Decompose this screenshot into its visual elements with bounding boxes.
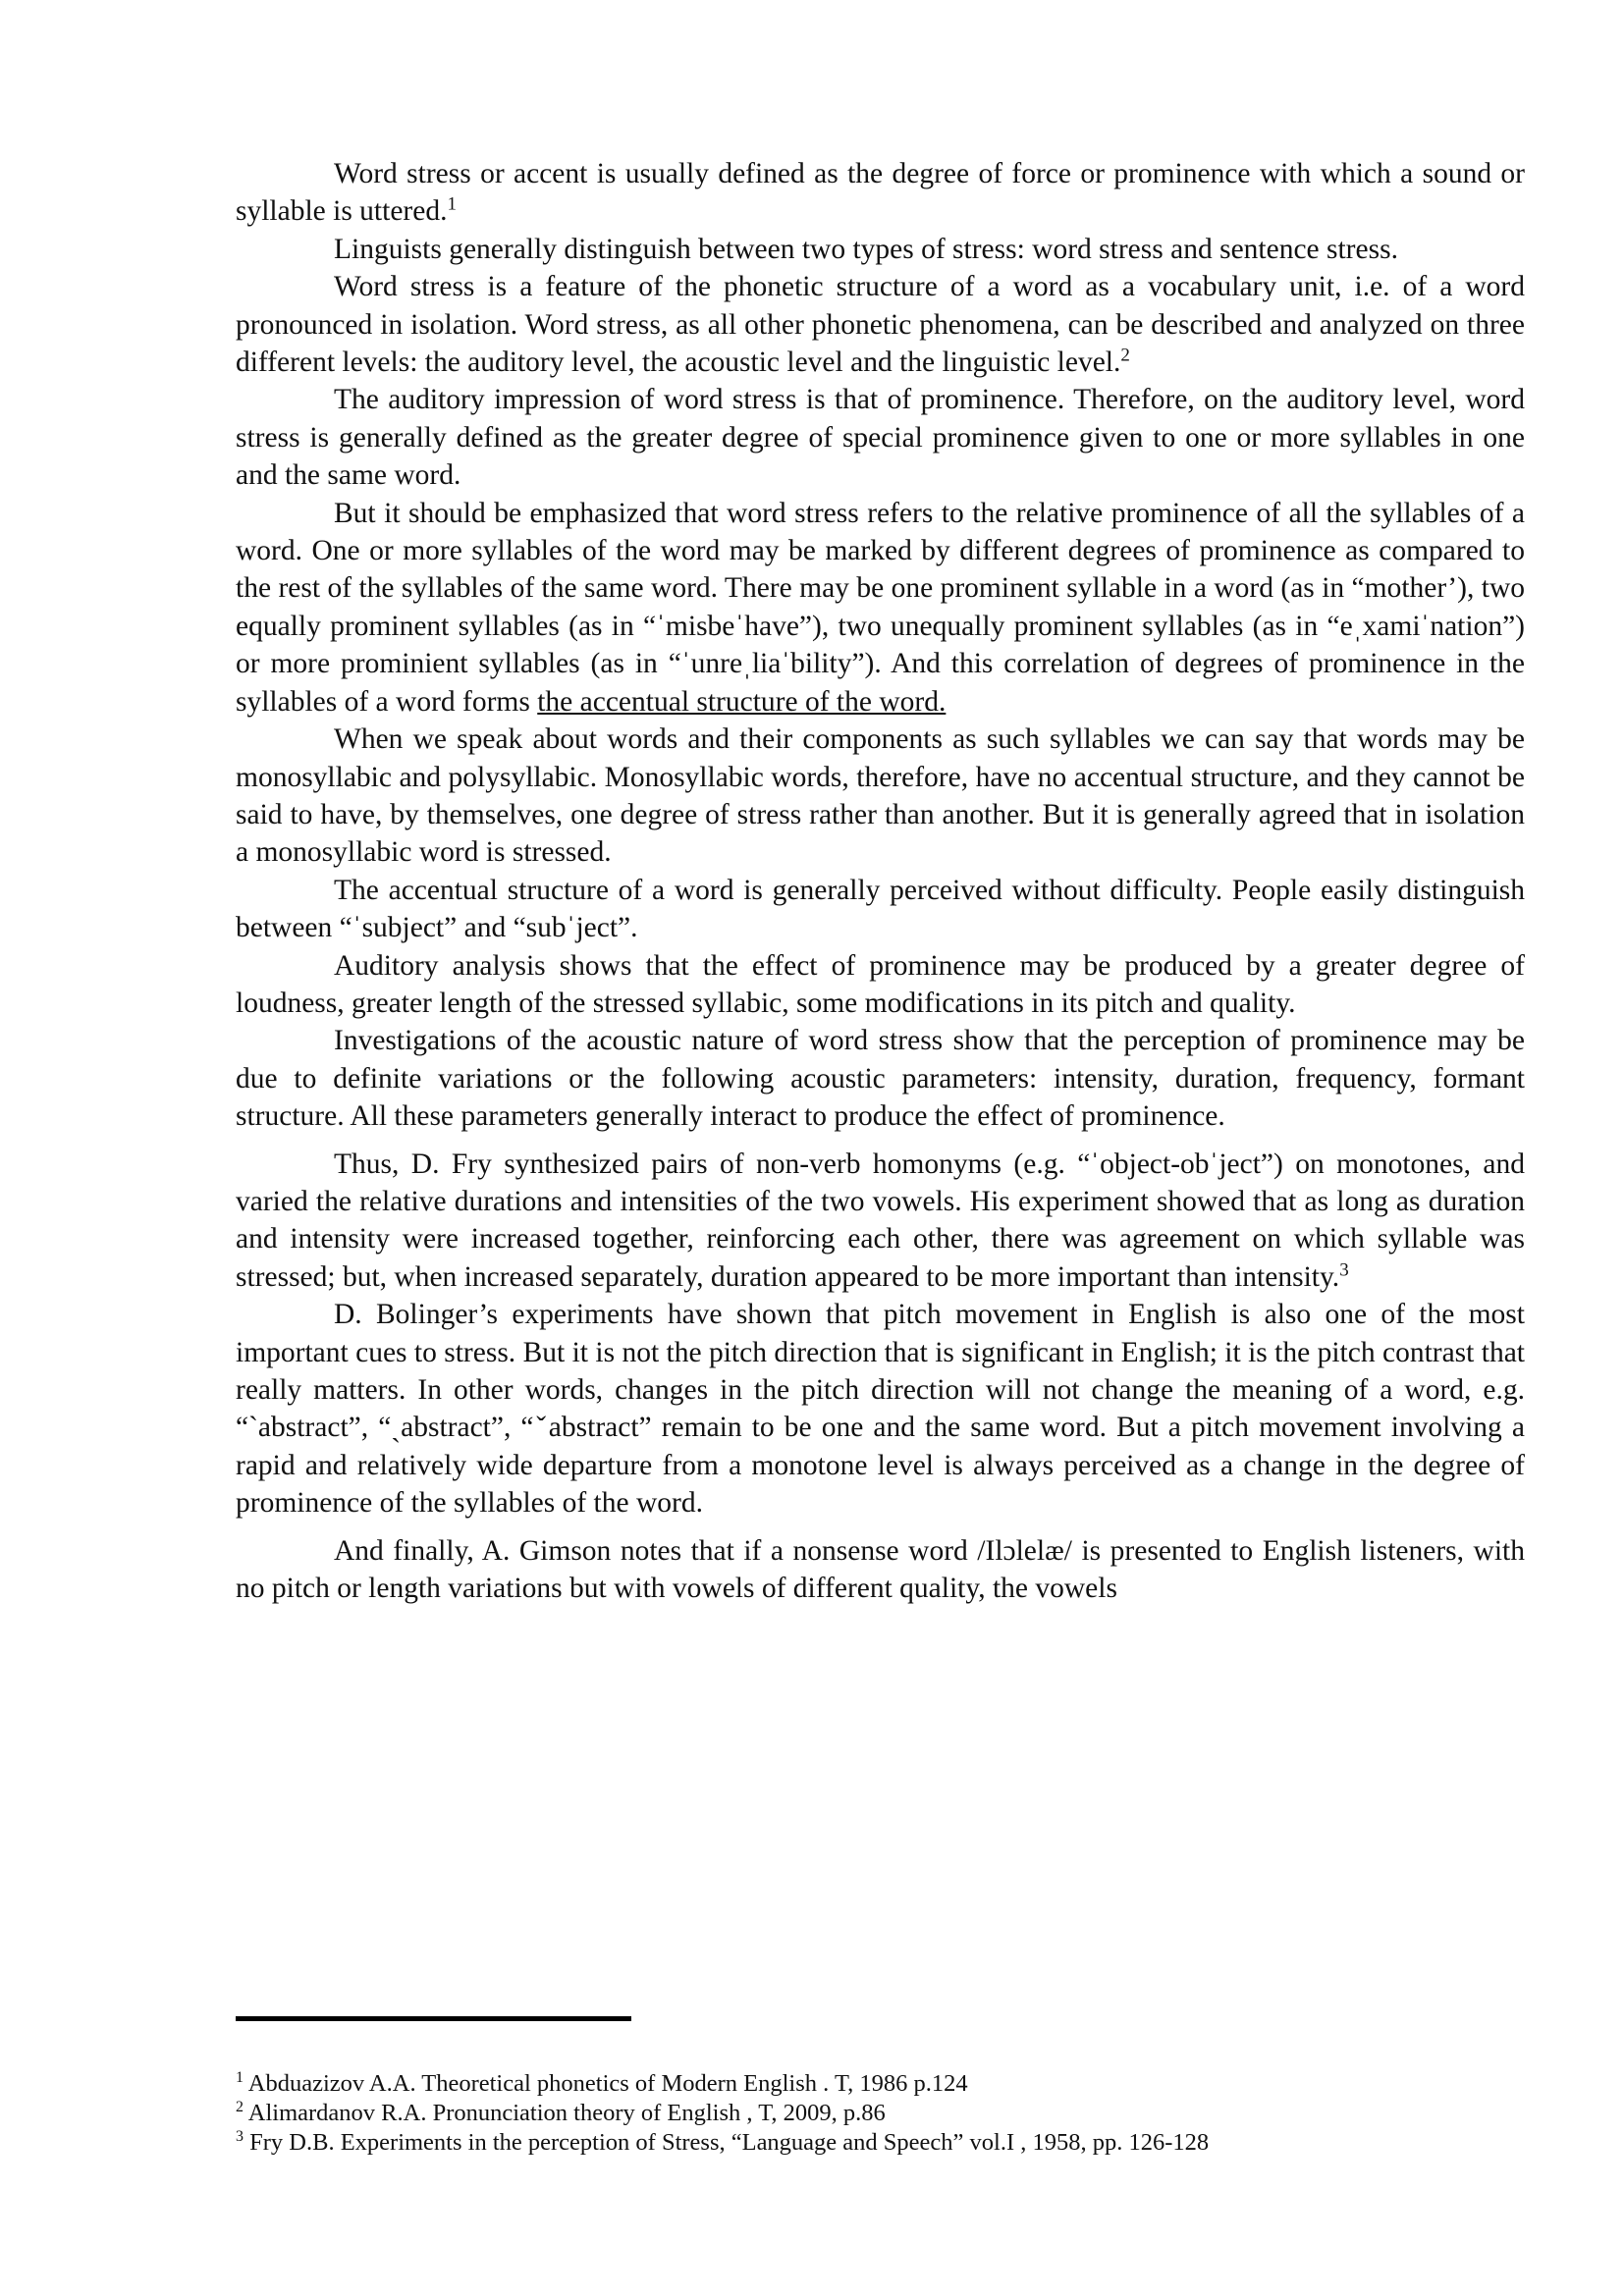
footnote-separator — [236, 2016, 631, 2021]
footnote-number: 1 — [236, 2069, 244, 2087]
paragraph — [236, 268, 1525, 381]
paragraph — [236, 155, 1525, 231]
paragraph: Auditory analysis shows that the effect of prominence may be produced by a greater degree of loudness, greater length of the stressed syllabic, some modifications in its pitch and quality. — [236, 949, 1525, 1019]
footnote-number: 3 — [236, 2128, 244, 2146]
paragraph: The accentual structure of a word is generally perceived without difficulty. People easily distinguish between “ˈsubject” and “subˈject”. — [236, 874, 1525, 944]
document-body — [236, 155, 1525, 1607]
footnote-text: Abduazizov A.A. Theoretical phonetics of Modern English . T, 1986 p.124 — [247, 2070, 968, 2097]
footnote-number: 2 — [236, 2099, 244, 2116]
footnote-item — [236, 2099, 1525, 2128]
paragraph: D. Bolinger’s experiments have shown that pitch movement in English is also one of the most important cues to stress. But it is not the pitch direction that is significant in English; it is the pitch contrast that really matters. In other words, changes in the pitch direction will not change the meaning of a word, e.g. “`abstract”, “ˏabstract”, “ˇabstract” remain to be one and the same word. But a pitch movement involving a rapid and relatively wide departure from a monotone level is always perceived as a change in the degree of prominence of the syllables of the word. — [236, 1299, 1525, 1520]
paragraph-text: But it should be emphasized that word stress refers to the relative prominence of all the syllables of a word. One or more syllables of the word may be marked by different degrees of prominence as compared to the rest of the syllables of the same word. There may be one prominent syllable in a word (as in “mother’), two equally prominent syllables (as in “ˈmisbeˈhave”), two unequally prominent syllables (as in “eˌxamiˈnation”) or more prominient syllables (as in “ˈunreˌliaˈbility”). And this correlation of degrees of prominence in the syllables of a word forms — [236, 497, 1525, 718]
paragraph: Investigations of the acoustic nature of word stress show that the perception of prominence may be due to definite variations or the following acoustic parameters: intensity, duration, frequency, formant structure. All these parameters generally interact to produce the effect of prominence. — [236, 1025, 1525, 1133]
footnote-ref[interactable]: 3 — [1339, 1259, 1349, 1281]
paragraph — [236, 1146, 1525, 1297]
paragraph: And finally, A. Gimson notes that if a nonsense word /Ilɔlelæ/ is presented to English listeners, with no pitch or length variations but with vowels of different quality, the vowels — [236, 1534, 1525, 1605]
footnote-text: Alimardanov R.A. Pronunciation theory of English , T, 2009, p.86 — [247, 2100, 886, 2126]
paragraph: The auditory impression of word stress is that of prominence. Therefore, on the auditory level, word stress is generally defined as the greater degree of special prominence given to one or more syllables in one and the same word. — [236, 384, 1525, 492]
paragraph — [236, 495, 1525, 721]
footnote-item — [236, 2128, 1525, 2158]
footnotes — [236, 2069, 1525, 2158]
paragraph-text: Word stress is a feature of the phonetic structure of a word as a vocabulary unit, i.e. of a word pronounced in isolation. Word stress, as all other phonetic phenomena, can be described and analyzed on three different levels: the auditory level, the acoustic level and the linguistic level. — [236, 271, 1525, 379]
footnote-item — [236, 2069, 1525, 2099]
footnote-ref[interactable]: 2 — [1120, 345, 1130, 366]
paragraph-text: Word stress or accent is usually defined as the degree of force or prominence with which a sound or syllable is uttered. — [236, 158, 1525, 228]
footnote-text: Fry D.B. Experiments in the perception of Stress, “Language and Speech” vol.I , 1958, pp. 126-128 — [249, 2129, 1210, 2156]
paragraph-text: Thus, D. Fry synthesized pairs of non-verb homonyms (e.g. “ˈobject-obˈject”) on monotones, and varied the relative durations and intensities of the two vowels. His experiment showed that as long as duration and intensity were increased together, reinforcing each other, there was agreement on which syllable was stressed; but, when increased separately, duration appeared to be more important than intensity. — [236, 1148, 1525, 1293]
underlined-term: the accentual structure of the word. — [537, 685, 947, 718]
paragraph: When we speak about words and their components as such syllables we can say that words may be monosyllabic and polysyllabic. Monosyllabic words, therefore, have no accentual structure, and they cannot be said to have, by themselves, one degree of stress rather than another. But it is generally agreed that in isolation a monosyllabic word is stressed. — [236, 723, 1525, 869]
footnote-ref[interactable]: 1 — [447, 193, 457, 215]
paragraph: Linguists generally distinguish between two types of stress: word stress and sentence stress. — [334, 233, 1398, 265]
